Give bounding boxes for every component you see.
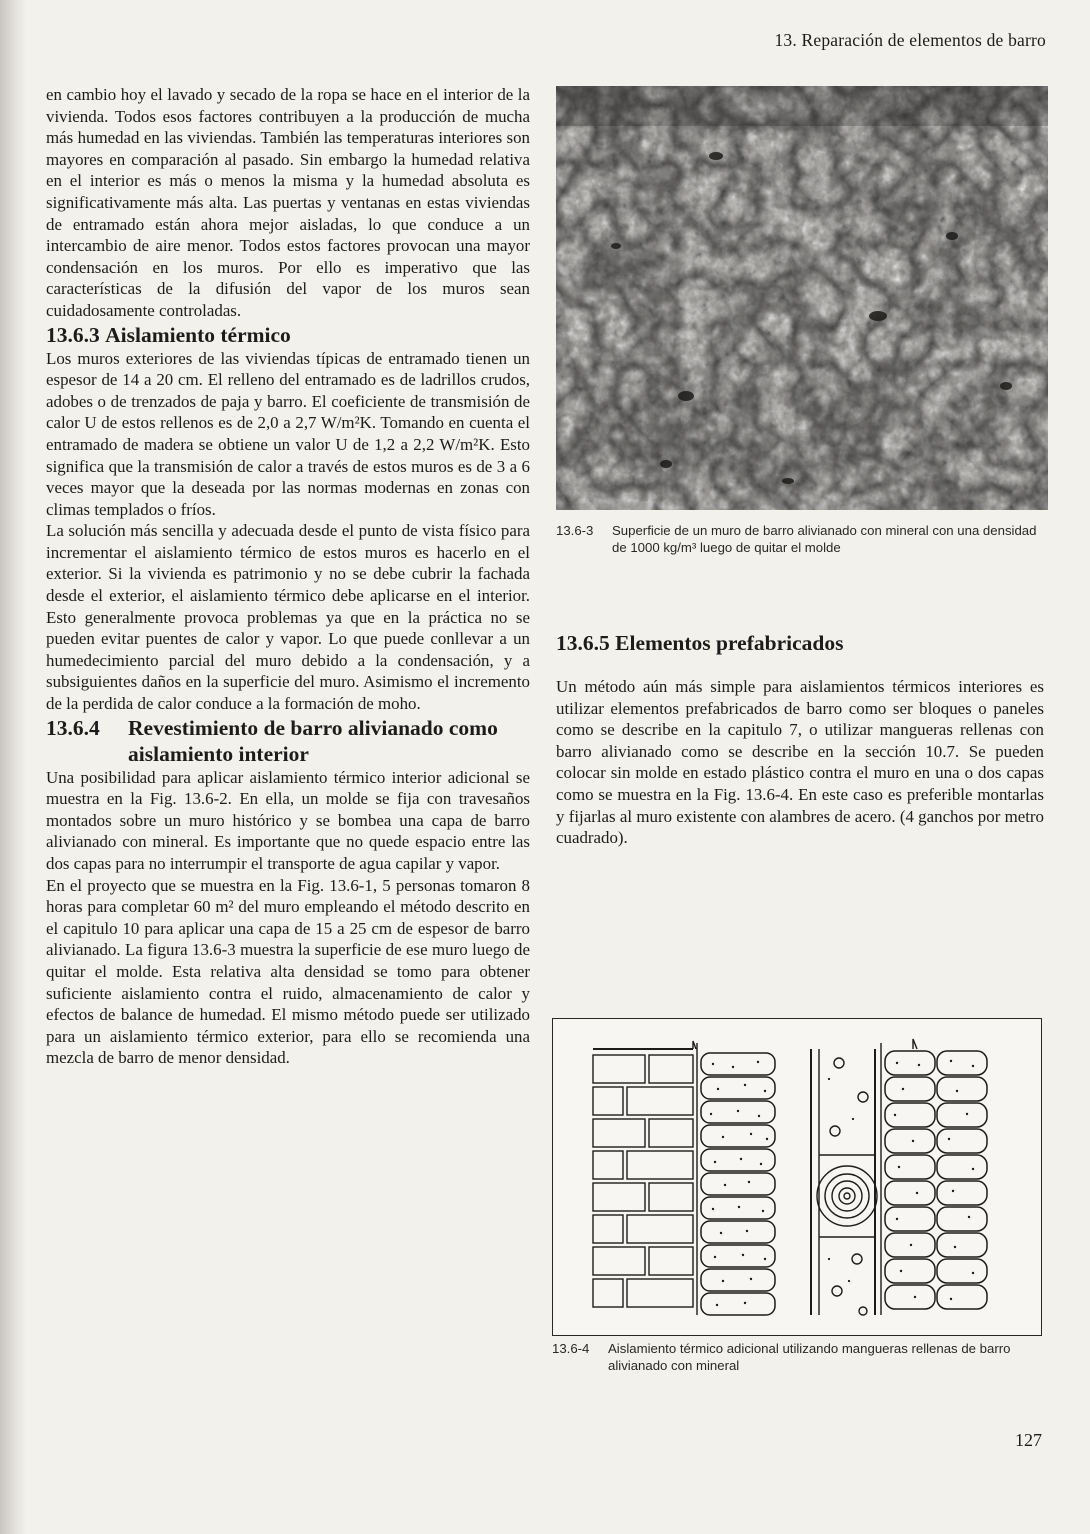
- figure-13-6-3-caption-block: [556, 522, 1044, 556]
- figure-13-6-3-caption: [556, 522, 1044, 556]
- section-heading-13-6-3: [46, 322, 530, 348]
- section-heading-13-6-4: [46, 715, 530, 767]
- page-gutter-shadow: [0, 0, 26, 1534]
- figure-number: 13.6-3: [556, 523, 594, 538]
- section-number: 13.6.5: [556, 631, 610, 655]
- section-number: 13.6.4: [46, 715, 100, 740]
- figure-13-6-4-caption-block: [552, 1340, 1040, 1374]
- section-13-6-4-paragraph-1: Una posibilidad para aplicar aislamiento térmico interior adicional se muestra en la Fig. 13.6-2. En ella, un molde se fija con travesaños montados sobre un muro histórico y se bombea una capa de barro alivianado con mineral. Es importante que no quede espacio entre las dos capas para no interrumpir el transporte de agua capilar y vapor.: [46, 767, 530, 873]
- figure-caption-text: Aislamiento térmico adicional utilizando mangueras rellenas de barro alivianado con mineral: [608, 1341, 1011, 1373]
- figure-13-6-4-drawing: [552, 1018, 1042, 1336]
- intro-paragraph: en cambio hoy el lavado y secado de la ropa se hace en el interior de la vivienda. Todos esos factores contribuyen a la producción de mucha más humedad en las viviendas. También las temperaturas interiores son mayores en comparación al pasado. Sin embargo la humedad relativa en el interior es más o menos la misma y la humedad absoluta es significativamente más alta. Las puertas y ventanas en estas viviendas de entramado están ahora mejor aisladas, lo que conduce a un intercambio de aire menor. Todos estos factores provocan una mayor condensación en los muros. Por ello es imperativo que las características de la difusión del vapor de los muros sean cuidadosamente controladas.: [46, 85, 530, 320]
- section-title: Revestimiento de barro alivianado como aislamiento interior: [128, 715, 498, 766]
- section-13-6-3-paragraph-2: La solución más sencilla y adecuada desde el punto de vista físico para incrementar el aislamiento térmico de estos muros es hacerlo en el exterior. Si la vivienda es patrimonio y no se debe cubrir la fachada desde el exterior, el aislamiento térmico debe aplicarse en el interior. Esto generalmente provoca problemas ya que en la práctica no se pueden evitar puentes de calor y vapor. Lo que puede conllevar a un humedecimiento parcial del muro debido a la condensación, y a subsiguientes daños en la superficie del muro. Asimismo el incremento de la perdida de calor conduce a la formación de moho.: [46, 521, 530, 714]
- figure-caption-text: Superficie de un muro de barro alivianado con mineral con una densidad de 1000 kg/m³ luego de quitar el molde: [612, 523, 1037, 555]
- clay-wall-surface-texture: [556, 86, 1048, 510]
- figure-13-6-4-caption: [552, 1340, 1040, 1374]
- section-13-6-3-paragraph-1: Los muros exteriores de las viviendas típicas de entramado tienen un espesor de 14 a 20 cm. El relleno del entramado es de ladrillos crudos, adobes o de trenzados de paja y barro. El coeficiente de transmisión de calor U de estos rellenos es de 2,0 a 2,7 W/m²K. Tomando en cuenta el entramado de madera se obtiene un valor U de 1,2 a 2,2 W/m²K. Esto significa que la transmisión de calor a través de estos muros es de 3 a 6 veces mayor que la deseada por las normas modernas en zonas con climas templados o fríos.: [46, 348, 530, 519]
- section-13-6-5-paragraph-1: Un método aún más simple para aislamientos térmicos interiores es utilizar elementos prefabricados de barro como ser bloques o paneles como se describe en la capitulo 7, o utilizar mangueras rellenas con barro alivianado como se describe en la sección 10.7. Se pueden colocar sin molde en estado plástico contra el muro en una o dos capas como se muestra en la Fig. 13.6-4. En este caso es preferible montarlas y fijarlas al muro existente con alambres de acero. (4 ganchos por metro cuadrado).: [556, 677, 1044, 848]
- section-13-6-4-paragraph-2: En el proyecto que se muestra en la Fig. 13.6-1, 5 personas tomaron 8 horas para completar 60 m² del muro empleando el método descrito en el capitulo 10 para aplicar una capa de 15 a 25 cm de espesor de barro alivianado. La figura 13.6-3 muestra la superficie de ese muro luego de quitar el molde. Esta relativa alta densidad se tomo para obtener suficiente aislamiento contra el ruido, almacenamiento de calor y efectos de balance de humedad. El mismo método puede ser utilizado para un aislamiento térmico exterior, para ello se recomienda una mezcla de barro de menor densidad.: [46, 875, 530, 1068]
- left-column: [46, 84, 530, 1069]
- section-heading-13-6-5: [556, 630, 1044, 656]
- wall-section-drawing: [553, 1019, 1041, 1335]
- section-title: Aislamiento térmico: [105, 322, 291, 347]
- section-13-6-5-block: [556, 630, 1044, 849]
- running-head: 13. Reparación de elementos de barro: [774, 30, 1046, 50]
- section-number: 13.6.3: [46, 322, 100, 347]
- section-title: Elementos prefabricados: [615, 631, 844, 655]
- figure-number: 13.6-4: [552, 1341, 590, 1356]
- page-number: 127: [1015, 1430, 1042, 1450]
- figure-13-6-3-photo: [556, 86, 1048, 510]
